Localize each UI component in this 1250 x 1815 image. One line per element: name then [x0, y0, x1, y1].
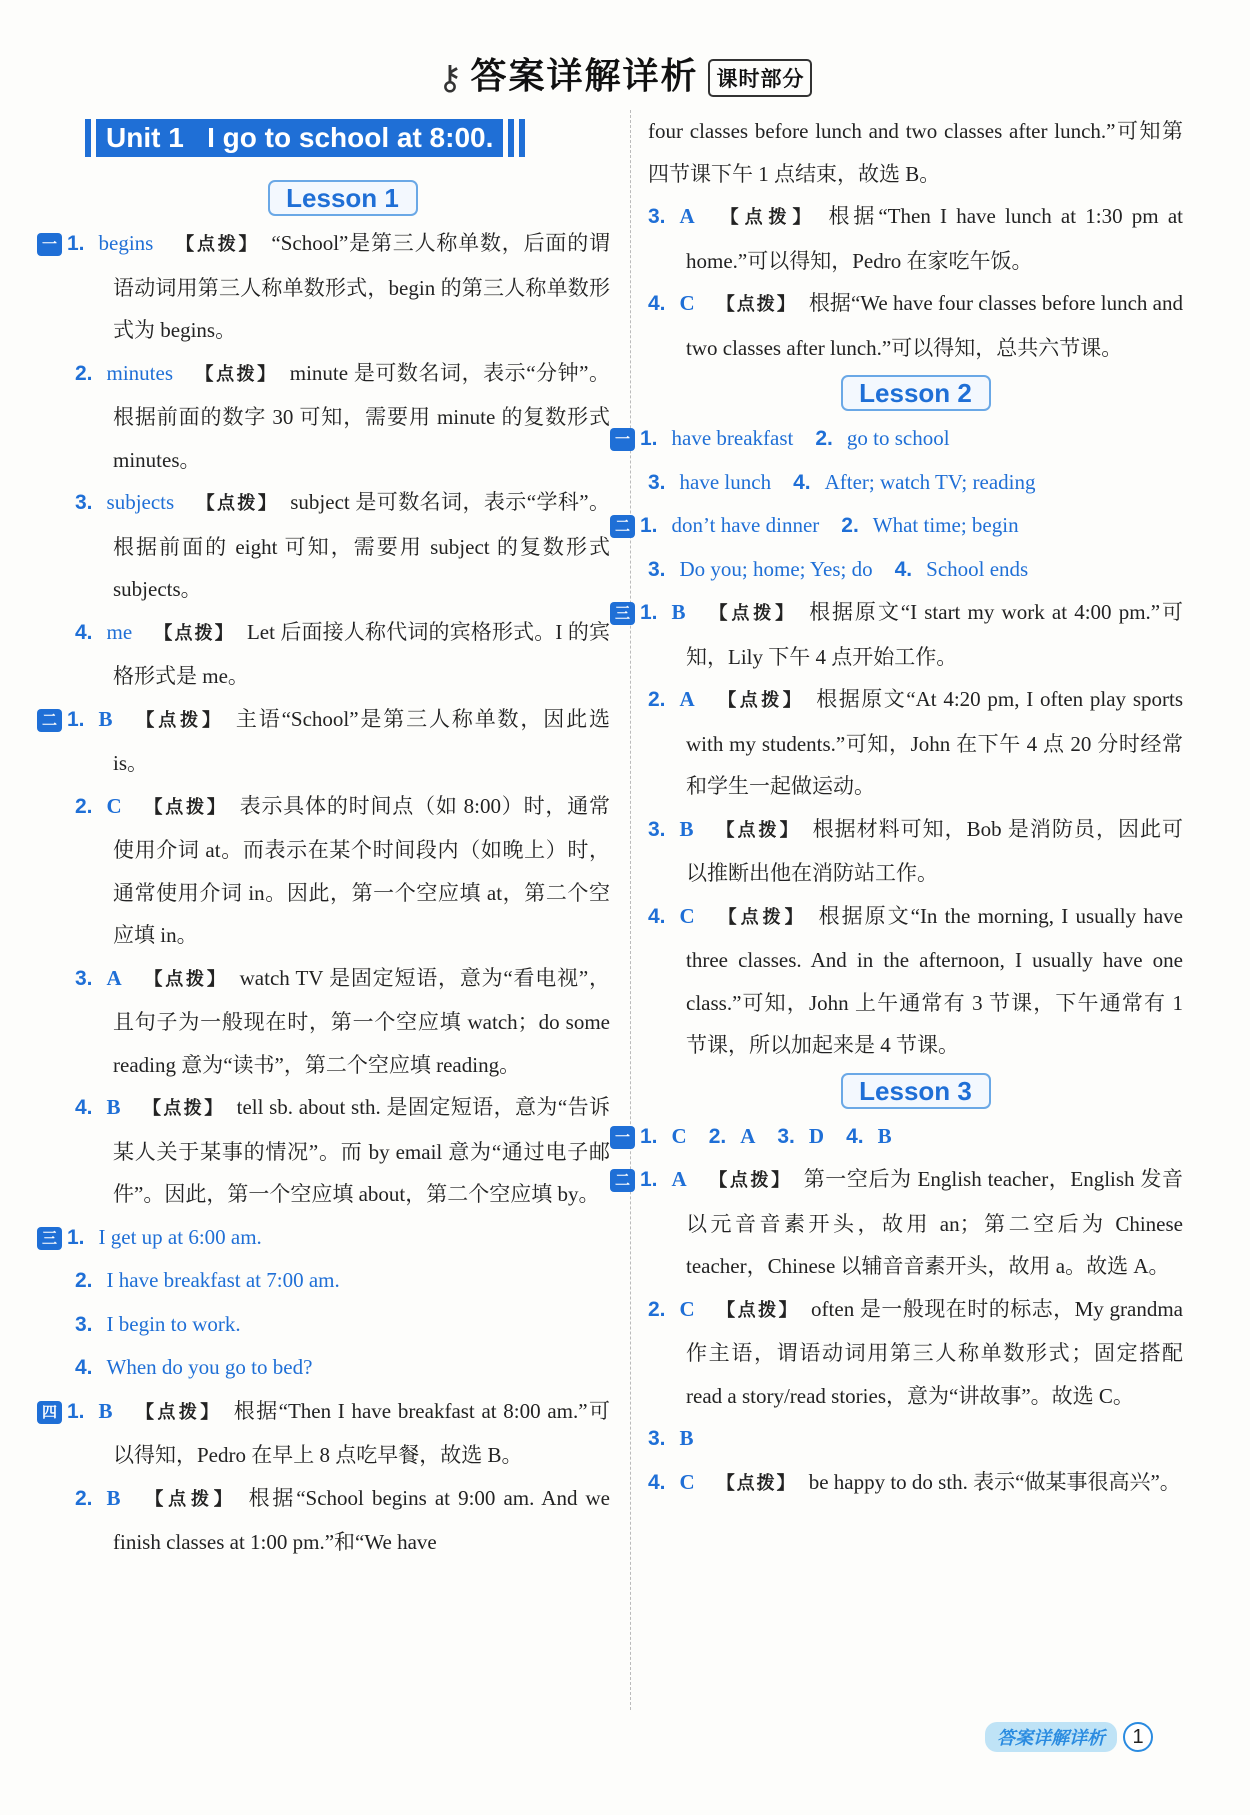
- item-number: 1.: [640, 427, 658, 450]
- header-tag: 课时部分: [708, 59, 812, 97]
- item-number: 3.: [75, 491, 93, 514]
- answer-item: [648, 461, 1183, 505]
- answer-item: [614, 591, 1184, 678]
- answer-item: [648, 895, 1183, 1067]
- explanation: subject 是可数名词，表示“学科”。根据前面的 eight 可知，需要用 subject 的复数形式 subjects。: [113, 490, 611, 601]
- item-number: 4.: [894, 557, 913, 581]
- answer: B: [671, 600, 686, 624]
- hint-label: 【点拨】: [134, 1401, 222, 1423]
- answer-item: [648, 678, 1183, 808]
- answer-item: [41, 1216, 610, 1260]
- answer-item: [648, 282, 1183, 369]
- answer-item: [648, 195, 1183, 282]
- answer: begins: [98, 231, 154, 255]
- explanation: tell sb. about sth. 是固定短语，意为“告诉某人关于某事的情况”。而 by email 意为“通过电子邮件”。因此，第一个空应填 about，第二个空应填 by。: [113, 1095, 611, 1206]
- answer: C: [679, 291, 695, 315]
- item-number: 4.: [648, 292, 666, 315]
- explanation: 根据“We have four classes before lunch and two classes after lunch.”可以得知，总共六节课。: [686, 291, 1183, 360]
- answer: Do you; home; Yes; do: [679, 556, 873, 581]
- item-number: 4.: [648, 1470, 666, 1494]
- hint-label: 【点拨】: [154, 622, 235, 644]
- answer-item: [75, 1477, 610, 1564]
- column-divider: [630, 110, 631, 1710]
- answer: subjects: [106, 490, 175, 514]
- answer-item: [614, 417, 1183, 461]
- answer-item: [75, 957, 610, 1087]
- answer: B: [106, 1095, 121, 1119]
- banner-bar: [508, 119, 514, 157]
- item-number: 3.: [648, 1427, 666, 1450]
- item-number: 4.: [75, 1096, 93, 1119]
- explanation: Let 后面接人称代词的宾格形式。I 的宾格形式是 me。: [113, 619, 610, 688]
- answer: B: [98, 706, 113, 731]
- answer-item: [614, 504, 1183, 548]
- explanation: often 是一般现在时的标志，My grandma 作主语，谓语动词用第三人称单数形式；固定搭配 read a story/read stories，意为“讲故事”。故选 C。: [686, 1296, 1183, 1408]
- explanation: 根据“Then I have lunch at 1:30 pm at home.”可以得知，Pedro 在家吃午饭。: [686, 204, 1183, 273]
- item-number: 3.: [777, 1124, 795, 1148]
- explanation: 根据原文“I start my work at 4:00 pm.”可知，Lily 下午 4 点开始工作。: [686, 600, 1184, 669]
- answer: B: [106, 1485, 121, 1510]
- left-column: [41, 118, 611, 1564]
- hint-label: 【点拨】: [716, 1299, 800, 1321]
- item-number: 4.: [648, 904, 666, 928]
- explanation: 表示具体的时间点（如 8:00）时，通常使用介词 at。而表示在某个时间段内（如晚上）时，通常使用介词 in。因此，第一个空应填 at，第二个空应填 in。: [113, 793, 610, 947]
- hint-label: 【点拨】: [707, 603, 798, 624]
- answer-item: [75, 785, 610, 957]
- answer-item: [648, 1461, 1183, 1506]
- answer: B: [877, 1123, 892, 1148]
- answer: A: [740, 1123, 756, 1148]
- answer-item: [41, 1390, 611, 1477]
- section-marker-icon: 一: [37, 233, 62, 256]
- explanation: 根据“School begins at 9:00 am. And we finish classes at 1:00 pm.”和“We have: [113, 1485, 610, 1554]
- explanation: watch TV 是固定短语，意为“看电视”，且句子为一般现在时，第一个空应填 watch；do some reading 意为“读书”，第二个空应填 reading。: [113, 965, 610, 1077]
- unit-title: Unit 1 I go to school at 8:00.: [96, 119, 503, 157]
- item-number: 1.: [640, 1168, 658, 1191]
- answer-item: [41, 222, 611, 352]
- section-marker-icon: 三: [610, 602, 635, 625]
- item-number: 2.: [648, 688, 666, 711]
- item-number: 3.: [648, 470, 666, 494]
- answer: A: [679, 204, 695, 228]
- item-number: 3.: [648, 557, 666, 581]
- item-number: 1.: [67, 707, 85, 731]
- item-number: 2.: [75, 1486, 93, 1510]
- hint-label: 【点拨】: [716, 690, 805, 711]
- answer-item: [614, 1115, 1183, 1159]
- answer-item: [75, 1346, 610, 1390]
- item-number: 2.: [75, 1269, 93, 1292]
- answer: have lunch: [679, 469, 772, 494]
- item-number: 1.: [67, 232, 85, 255]
- banner-bar: [85, 119, 91, 157]
- answer: School ends: [926, 556, 1029, 581]
- explanation: 根据“Then I have breakfast at 8:00 am.”可以得知，Pedro 在早上 8 点吃早餐，故选 B。: [113, 1398, 611, 1467]
- answer-item: [75, 1086, 610, 1216]
- answer: I have breakfast at 7:00 am.: [106, 1268, 340, 1292]
- answer: C: [671, 1123, 687, 1148]
- item-number: 4.: [75, 1356, 93, 1379]
- footer-label: 答案详解详析: [985, 1722, 1117, 1752]
- section-marker-icon: 二: [610, 515, 635, 538]
- explanation: minute 是可数名词，表示“分钟”。根据前面的数字 30 可知，需要用 minute 的复数形式 minutes。: [113, 360, 611, 472]
- item-number: 1.: [67, 1225, 85, 1249]
- explanation: be happy to do sth. 表示“做某事很高兴”。: [808, 1469, 1181, 1494]
- lesson-heading: Lesson 3: [841, 1073, 991, 1109]
- answer: I begin to work.: [106, 1311, 241, 1336]
- header-title: 答案详解详析: [470, 56, 699, 97]
- hint-label: 【点拨】: [175, 234, 260, 255]
- hint-label: 【点拨】: [716, 207, 817, 228]
- item-number: 2.: [75, 794, 93, 818]
- hint-label: 【点拨】: [143, 796, 228, 818]
- lesson-heading: Lesson 2: [841, 375, 991, 411]
- answer: C: [106, 793, 122, 818]
- right-column: [614, 110, 1184, 1505]
- answer: A: [679, 687, 695, 711]
- answer-item: [648, 548, 1183, 592]
- answer: minutes: [106, 360, 174, 385]
- section-marker-icon: 二: [37, 709, 62, 732]
- hint-label: 【点拨】: [196, 493, 279, 514]
- explanation: 根据材料可知，Bob 是消防员，因此可以推断出他在消防站工作。: [686, 816, 1184, 885]
- hint-label: 【点拨】: [716, 294, 797, 315]
- answer-item: [75, 1303, 610, 1347]
- hint-label: 【点拨】: [195, 363, 278, 385]
- banner-bar: [519, 119, 525, 157]
- answer: A: [671, 1167, 687, 1191]
- answer-item: [648, 1417, 1183, 1461]
- item-number: 4.: [846, 1124, 864, 1148]
- answer: B: [679, 816, 694, 841]
- answer: B: [679, 1426, 694, 1450]
- page-number: 1: [1123, 1722, 1153, 1752]
- answer: A: [106, 965, 122, 990]
- answer-item: [41, 698, 611, 785]
- hint-label: 【点拨】: [708, 1170, 792, 1191]
- item-number: 1.: [640, 1124, 658, 1148]
- explanation: 根据原文“In the morning, I usually have three classes. And in the afternoon, I usually have one class.”可知，John 上午通常有 3 节课，下午通常有 1 节课，所以加起来是 4 节课。: [686, 903, 1184, 1057]
- item-number: 2.: [75, 361, 93, 385]
- answer: C: [679, 1296, 695, 1321]
- section-marker-icon: 二: [610, 1169, 635, 1192]
- section-marker-icon: 三: [37, 1227, 62, 1250]
- answer-item: [75, 611, 610, 698]
- answer-item: [648, 1288, 1183, 1418]
- explanation: 第一空后为 English teacher，English 发音以元音音素开头，故用 an；第二空后为 Chinese teacher，Chinese 以辅音音素开头，故用 a。故选 A。: [686, 1167, 1184, 1278]
- answer: C: [679, 1469, 695, 1494]
- item-number: 1.: [640, 514, 658, 537]
- answer: When do you go to bed?: [106, 1355, 313, 1379]
- hint-label: 【点拨】: [715, 819, 801, 841]
- unit-banner: [85, 118, 610, 158]
- answer: me: [106, 619, 133, 644]
- hint-label: 【点拨】: [142, 1098, 225, 1119]
- answer: C: [679, 903, 695, 928]
- answer: D: [808, 1123, 825, 1148]
- explanation: 根据原文“At 4:20 pm, I often play sports with my students.”可知，John 在下午 4 点 20 分时经常和学生一起做运动。: [686, 687, 1183, 798]
- answer: B: [98, 1398, 113, 1423]
- item-number: 3.: [648, 205, 666, 228]
- explanation: “School”是第三人称单数，后面的谓语动词用第三人称单数形式，begin 的第三人称单数形式为 begins。: [113, 231, 611, 342]
- hint-label: 【点拨】: [716, 906, 807, 928]
- item-number: 4.: [75, 620, 93, 644]
- answer: I get up at 6:00 am.: [98, 1224, 262, 1249]
- item-number: 2.: [815, 427, 833, 450]
- answer: What time; begin: [872, 513, 1019, 537]
- answer: have breakfast: [671, 426, 794, 450]
- item-number: 1.: [640, 601, 658, 624]
- item-number: 3.: [648, 817, 666, 841]
- section-marker-icon: 四: [37, 1401, 62, 1424]
- hint-label: 【点拨】: [142, 1488, 237, 1510]
- item-number: 3.: [75, 966, 93, 990]
- answer-item: [75, 352, 610, 482]
- item-number: 2.: [648, 1297, 666, 1321]
- item-number: 2.: [708, 1124, 727, 1148]
- answer-item: [614, 1158, 1184, 1288]
- item-number: 3.: [75, 1312, 93, 1336]
- lesson-heading: Lesson 1: [268, 180, 418, 216]
- section-marker-icon: 一: [610, 1126, 635, 1149]
- continued-text: four classes before lunch and two classes after lunch.”可知第四节课下午 1 点结束，故选 B。: [648, 119, 1183, 186]
- answer-item: [75, 481, 610, 611]
- answer: After; watch TV; reading: [824, 469, 1036, 494]
- answer: don’t have dinner: [671, 513, 820, 537]
- answer-item: [75, 1259, 610, 1303]
- item-number: 2.: [841, 514, 859, 537]
- item-number: 4.: [793, 470, 811, 494]
- hint-label: 【点拨】: [716, 1472, 797, 1494]
- answer-item: [648, 808, 1183, 895]
- section-marker-icon: 一: [610, 428, 635, 451]
- answer: go to school: [846, 426, 950, 450]
- hint-label: 【点拨】: [143, 968, 228, 990]
- explanation: 主语“School”是第三人称单数，因此选 is。: [113, 706, 611, 775]
- item-number: 1.: [67, 1399, 85, 1423]
- key-icon: ⚷: [437, 58, 465, 98]
- hint-label: 【点拨】: [134, 709, 224, 731]
- page-header: [0, 48, 1250, 99]
- page-footer: [985, 1722, 1153, 1752]
